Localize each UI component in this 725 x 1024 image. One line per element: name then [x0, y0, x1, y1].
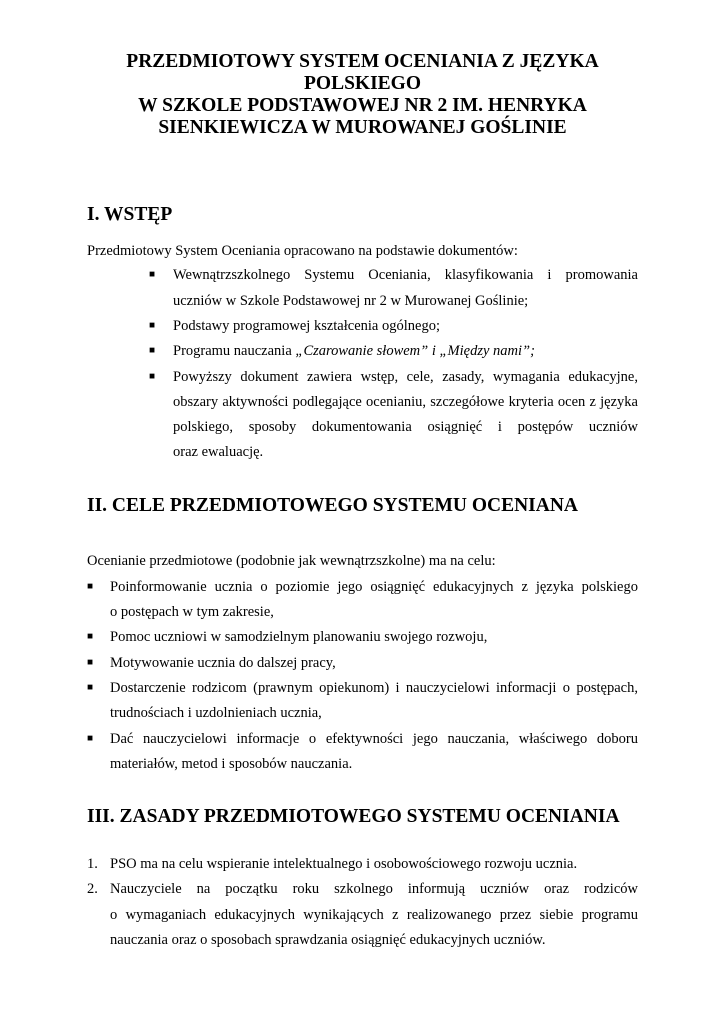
list-item: Dostarczenie rodzicom (prawnym opiekunom) i nauczycielowi informacji o postępach,	[110, 680, 638, 696]
list-item: Dać nauczycielowi informacje o efektywności jego nauczania, właściwego doboru	[110, 731, 638, 747]
list-item-continuation: nauczania oraz o sposobach sprawdzania osiągnięć edukacyjnych uczniów.	[110, 932, 546, 948]
section-2-intro: Ocenianie przedmiotowe (podobnie jak wewnątrzszkolne) ma na celu:	[87, 553, 496, 569]
list-item-continuation: o postępach w tym zakresie,	[110, 604, 274, 620]
list-item: Wewnątrzszkolnego Systemu Oceniania, klasyfikowania i promowania	[173, 267, 638, 283]
list-item	[173, 342, 535, 360]
title-line-4: SIENKIEWICZA W MUROWANEJ GOŚLINIE	[158, 117, 567, 138]
list-item-continuation: uczniów w Szkole Podstawowej nr 2 w Murowanej Goślinie;	[173, 293, 529, 309]
list-item-continuation: obszary aktywności podlegające ocenianiu, szczegółowe kryteria ocen z języka	[173, 394, 638, 410]
section-1-intro: Przedmiotowy System Oceniania opracowano na podstawie dokumentów:	[87, 243, 518, 259]
list-item: Pomoc uczniowi w samodzielnym planowaniu swojego rozwoju,	[110, 629, 488, 645]
bullet-icon: ■	[87, 581, 94, 592]
list-item-italic-titles: „Czarowanie słowem” i „Między nami”;	[295, 343, 535, 359]
section-3-heading: III. ZASADY PRZEDMIOTOWEGO SYSTEMU OCENIANIA	[87, 806, 620, 827]
bullet-icon: ■	[149, 371, 156, 382]
bullet-icon: ■	[87, 733, 94, 744]
list-item: Podstawy programowej kształcenia ogólnego;	[173, 318, 440, 334]
title-line-1: PRZEDMIOTOWY SYSTEM OCENIANIA Z JĘZYKA	[126, 51, 599, 72]
bullet-icon: ■	[149, 345, 156, 356]
title-line-3: W SZKOLE PODSTAWOWEJ NR 2 IM. HENRYKA	[138, 95, 587, 116]
list-item: Powyższy dokument zawiera wstęp, cele, zasady, wymagania edukacyjne,	[173, 369, 638, 385]
title-line-2: POLSKIEGO	[303, 73, 422, 94]
section-2-heading: II. CELE PRZEDMIOTOWEGO SYSTEMU OCENIANA	[87, 495, 579, 516]
section-1-heading: I. WSTĘP	[87, 204, 173, 225]
list-item: Nauczyciele na początku roku szkolnego informują uczniów oraz rodziców	[110, 881, 638, 897]
list-item: Motywowanie ucznia do dalszej pracy,	[110, 655, 336, 671]
list-item-continuation: trudnościach i uzdolnieniach ucznia,	[110, 705, 322, 721]
list-item-continuation: oraz ewaluację.	[173, 444, 264, 460]
list-item-continuation: o wymaganiach edukacyjnych wynikających z realizowanego przez siebie programu	[110, 907, 638, 923]
bullet-icon: ■	[87, 657, 94, 668]
bullet-icon: ■	[87, 631, 94, 642]
list-number: 2.	[87, 881, 98, 897]
bullet-icon: ■	[87, 682, 94, 693]
bullet-icon: ■	[149, 269, 156, 280]
document-title	[60, 51, 665, 139]
list-item: PSO ma na celu wspieranie intelektualnego i osobowościowego rozwoju ucznia.	[110, 856, 578, 872]
list-item-continuation: materiałów, metod i sposobów nauczania.	[110, 756, 353, 772]
list-item-prefix: Programu nauczania	[173, 343, 296, 359]
bullet-icon: ■	[149, 320, 156, 331]
list-item-continuation: polskiego, sposoby dokumentowania osiągnięć i postępów uczniów	[173, 419, 638, 435]
list-number: 1.	[87, 856, 98, 872]
list-item: Poinformowanie ucznia o poziomie jego osiągnięć edukacyjnych z języka polskiego	[110, 579, 638, 595]
